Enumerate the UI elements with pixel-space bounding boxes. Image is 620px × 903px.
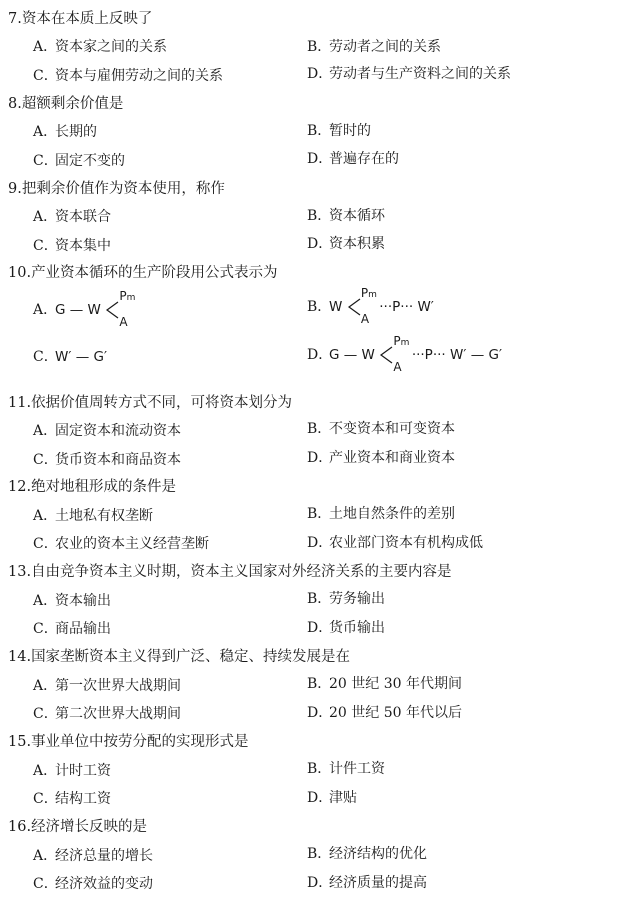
q16-option-c: C．经济效益的变动 xyxy=(33,876,153,892)
q7-option-c: C．资本与雇佣劳动之间的关系 xyxy=(33,68,223,84)
question-number: 9. xyxy=(8,181,22,197)
question-stem: 经济增长反映的是 xyxy=(31,819,148,835)
q7-option-b: B．劳动者之间的关系 xyxy=(307,39,441,55)
question-11 xyxy=(8,393,292,413)
q9-option-c: C．资本集中 xyxy=(33,238,111,254)
question-8 xyxy=(8,94,123,114)
question-12 xyxy=(8,477,176,497)
question-stem: 超额剩余价值是 xyxy=(21,96,124,112)
q15-option-b: B．计件工资 xyxy=(307,761,385,777)
q14-option-b: B．20 世纪 30 年代期间 xyxy=(307,676,462,692)
q9-option-b: B．资本循环 xyxy=(307,208,385,224)
q14-option-d: D．20 世纪 50 年代以后 xyxy=(307,705,462,721)
question-15 xyxy=(8,732,249,752)
q12-option-b: B．土地自然条件的差别 xyxy=(307,506,455,522)
q11-option-c: C．货币资本和商品资本 xyxy=(33,452,181,468)
question-stem: 把剩余价值作为资本使用，称作 xyxy=(21,181,225,197)
question-9 xyxy=(8,179,225,199)
question-stem: 产业资本循环的生产阶段用公式表示为 xyxy=(31,265,278,281)
q8-option-d: D．普遍存在的 xyxy=(307,151,399,167)
question-stem: 国家垄断资本主义得到广泛、稳定、持续发展是在 xyxy=(31,649,351,665)
question-number: 7. xyxy=(8,11,22,27)
q13-option-b: B．劳务输出 xyxy=(307,591,385,607)
question-13 xyxy=(8,562,452,582)
q14-option-c: C．第二次世界大战期间 xyxy=(33,706,181,722)
q9-option-a: A．资本联合 xyxy=(33,209,111,225)
q15-option-d: D．津贴 xyxy=(307,790,357,806)
q8-option-b: B．暂时的 xyxy=(307,123,371,139)
question-stem: 绝对地租形成的条件是 xyxy=(31,479,177,495)
branch-symbol: Pm A xyxy=(379,345,407,365)
q9-option-d: D．资本积累 xyxy=(307,236,385,252)
branch-icon xyxy=(347,297,361,317)
q16-option-d: D．经济质量的提高 xyxy=(307,875,427,891)
question-stem: 自由竞争资本主义时期，资本主义国家对外经济关系的主要内容是 xyxy=(31,564,452,580)
question-number: 13. xyxy=(8,564,32,580)
q11-option-d: D．产业资本和商业资本 xyxy=(307,450,455,466)
q13-option-d: D．货币输出 xyxy=(307,620,385,636)
q13-option-c: C．商品输出 xyxy=(33,621,111,637)
question-number: 16. xyxy=(8,819,32,835)
q15-option-c: C．结构工资 xyxy=(33,791,111,807)
q10-option-c: C．W′ — G′ xyxy=(33,349,108,365)
question-stem: 事业单位中按劳分配的实现形式是 xyxy=(31,734,249,750)
q10-option-b: B．W Pm A ···P··· W′ xyxy=(307,286,434,326)
question-stem: 资本在本质上反映了 xyxy=(21,11,153,27)
question-number: 15. xyxy=(8,734,32,750)
q10-option-a: A．G — W Pm A xyxy=(33,289,136,329)
question-number: 10. xyxy=(8,265,32,281)
q7-option-d: D．劳动者与生产资料之间的关系 xyxy=(307,66,511,82)
q11-option-b: B．不变资本和可变资本 xyxy=(307,421,455,437)
q11-option-a: A．固定资本和流动资本 xyxy=(33,423,181,439)
branch-symbol: Pm A xyxy=(105,300,131,320)
q12-option-c: C．农业的资本主义经营垄断 xyxy=(33,536,209,552)
question-number: 14. xyxy=(8,649,32,665)
question-10 xyxy=(8,263,278,283)
q15-option-a: A．计时工资 xyxy=(33,763,111,779)
q8-option-a: A．长期的 xyxy=(33,124,97,140)
q7-option-a: A．资本家之间的关系 xyxy=(33,39,167,55)
branch-icon xyxy=(105,300,119,320)
q10-option-d: D．G — W Pm A ···P··· W′ — G′ xyxy=(307,334,503,374)
q12-option-a: A．土地私有权垄断 xyxy=(33,508,153,524)
branch-symbol: Pm A xyxy=(347,297,375,317)
question-number: 11. xyxy=(8,395,32,411)
q12-option-d: D．农业部门资本有机构成低 xyxy=(307,535,483,551)
q8-option-c: C．固定不变的 xyxy=(33,153,125,169)
q14-option-a: A．第一次世界大战期间 xyxy=(33,678,181,694)
question-14 xyxy=(8,647,350,667)
question-number: 8. xyxy=(8,96,22,112)
branch-icon xyxy=(379,345,393,365)
question-number: 12. xyxy=(8,479,32,495)
question-16 xyxy=(8,817,147,837)
question-stem: 依据价值周转方式不同，可将资本划分为 xyxy=(31,395,293,411)
q16-option-a: A．经济总量的增长 xyxy=(33,848,153,864)
q13-option-a: A．资本输出 xyxy=(33,593,111,609)
question-7 xyxy=(8,9,152,29)
q16-option-b: B．经济结构的优化 xyxy=(307,846,427,862)
